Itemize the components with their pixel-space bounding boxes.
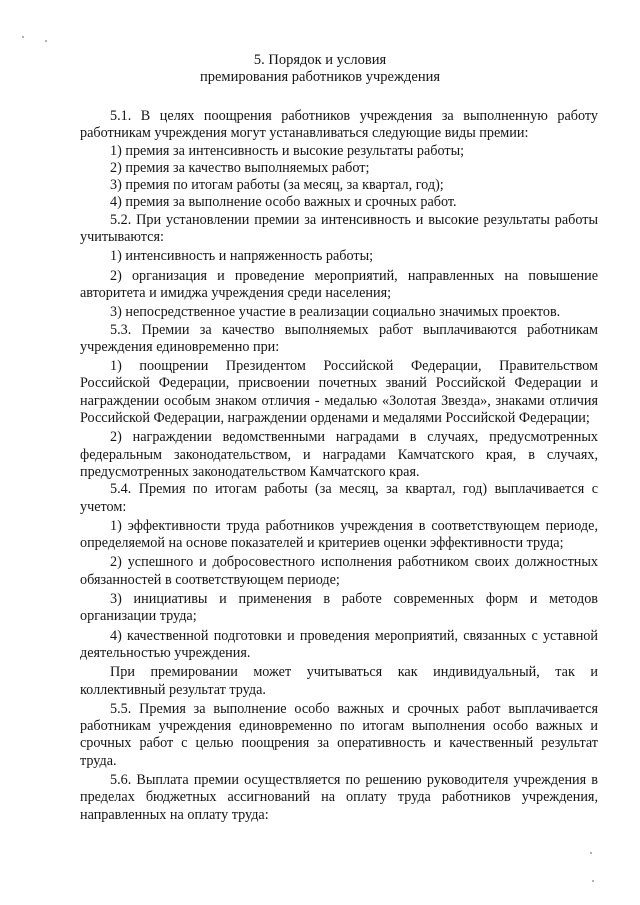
paragraph-5-4: 5.4. Премия по итогам работы (за месяц, за квартал, год) выплачивается с учетом: (80, 481, 598, 515)
paragraph-5-3: 5.3. Премии за качество выполняемых работ выплачиваются работникам учреждения единовременно при: (80, 321, 598, 355)
scan-speck (22, 36, 24, 38)
list-item: 3) инициативы и применения в работе современных форм и методов организации труда; (80, 591, 598, 625)
paragraph-collective-result: При премировании может учитываться как индивидуальный, так и коллективный результат труда. (80, 664, 598, 698)
section-heading-line-2: премирования работников учреждения (199, 69, 441, 85)
list-item: 1) эффективности труда работников учреждения в соответствующем периоде, определяемой на основе показателей и критериев оценки эффективности труда; (80, 517, 598, 552)
paragraph-5-6: 5.6. Выплата премии осуществляется по решению руководителя учреждения в пределах бюджетных ассигнований на оплату труда работников учреждения, направленных на оплату труда: (80, 771, 598, 823)
paragraph-5-5: 5.5. Премия за выполнение особо важных и срочных работ выплачивается работникам учреждения единовременно по итогам выполнения особо важных и срочных работ с целью поощрения за оперативность и качественный результат труда. (80, 700, 598, 769)
scan-speck (592, 880, 594, 882)
list-item: 2) успешного и добросовестного исполнения работником своих должностных обязанностей в соответствующем периоде; (80, 554, 598, 588)
scan-speck (45, 40, 47, 42)
section-heading-line-1: 5. Порядок и условия (253, 52, 387, 68)
list-item: 1) интенсивность и напряженность работы; (110, 248, 374, 265)
section-heading (0, 52, 640, 86)
paragraph-5-2: 5.2. При установлении премии за интенсивность и высокие результаты работы учитываются: (80, 211, 598, 246)
list-item: 4) качественной подготовки и проведения мероприятий, связанных с уставной деятельностью учреждения. (80, 627, 598, 661)
section-body (80, 108, 598, 824)
list-item: 2) организация и проведение мероприятий, направленных на повышение авторитета и имиджа учреждения среди населения; (80, 267, 598, 301)
list-item: 3) премия по итогам работы (за месяц, за квартал, год); (110, 177, 444, 194)
scan-speck (590, 852, 592, 854)
list-item: 3) непосредственное участие в реализации социально значимых проектов. (110, 304, 561, 321)
list-item: 1) премия за интенсивность и высокие результаты работы; (110, 142, 465, 159)
list-item: 2) премия за качество выполняемых работ; (110, 159, 370, 176)
list-item: 4) премия за выполнение особо важных и срочных работ. (110, 194, 457, 211)
list-item: 1) поощрении Президентом Российской Федерации, Правительством Российской Федерации, присвоении почетных званий Российской Федерации и награждении особым знаком отличия - медалью «Золотая Звезда», знаками отличия Российской Федерации, награждении орденами и медалями Российской Федерации; (80, 358, 598, 427)
paragraph-5-1: 5.1. В целях поощрения работников учреждения за выполненную работу работникам учреждения могут устанавливаться следующие виды премии: (80, 108, 598, 142)
list-item: 2) награждении ведомственными наградами в случаях, предусмотренных федеральным законодательством, и наградами Камчатского края, в случаях, предусмотренных законодательством Камчатского края. (80, 429, 598, 480)
